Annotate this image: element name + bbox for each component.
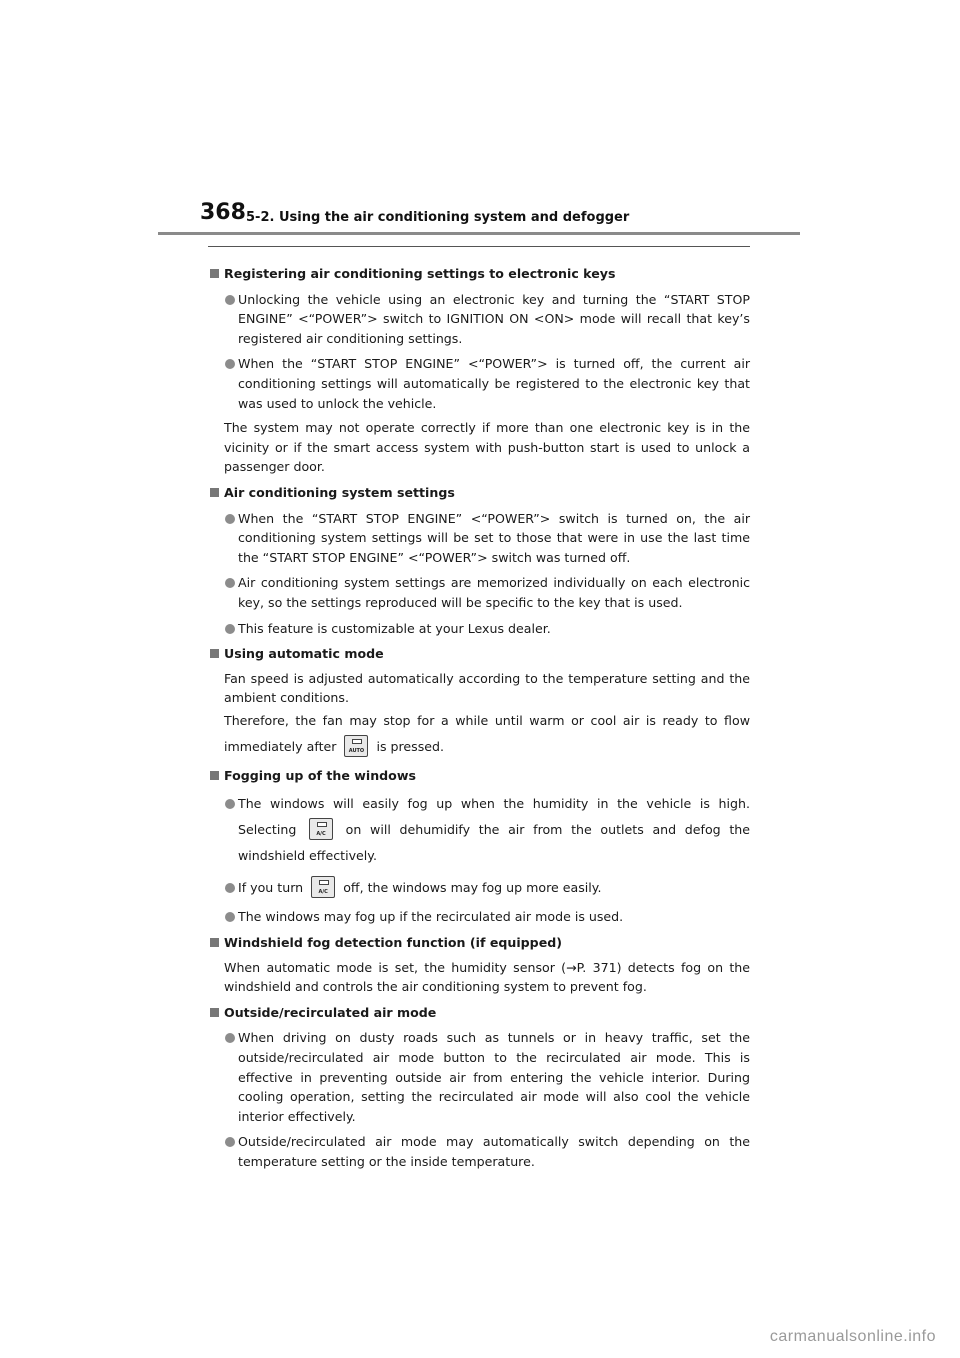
round-bullet-icon [225,1033,235,1043]
section-heading: Fogging up of the windows [208,766,750,786]
square-bullet-icon [210,488,219,497]
section-heading: Using automatic mode [208,644,750,664]
square-bullet-icon [210,649,219,658]
section-heading: Registering air conditioning settings to electronic keys [208,264,750,284]
bullet-item: Outside/recirculated air mode may automatically switch depending on the temperature setting or the inside temperature. [208,1132,750,1171]
round-bullet-icon [225,578,235,588]
square-bullet-icon [210,269,219,278]
section-heading: Outside/recirculated air mode [208,1003,750,1023]
square-bullet-icon [210,771,219,780]
round-bullet-icon [225,359,235,369]
paragraph: When automatic mode is set, the humidity sensor (→P. 371) detects fog on the windshield and controls the air conditioning system to prevent fog. [224,959,750,995]
header-rule [158,232,800,235]
bullet-item: When the “START STOP ENGINE” <“POWER”> switch is turned on, the air conditioning system settings will be set to those that were in use the last time the “START STOP ENGINE” <“POWER”> switch was turned off. [208,509,750,568]
bullet-item: The windows will easily fog up when the humidity in the vehicle is high. Selecting A/C on will dehumidify the air from the outlets and defog the windshield effectively. [208,791,750,869]
round-bullet-icon [225,514,235,524]
ac-button-icon: A/C [309,818,333,840]
watermark[interactable]: carmanualsonline.info [769,1328,936,1345]
paragraph: Therefore, the fan may stop for a while until warm or cool air is ready to flow immediately after AUTO is pressed. [208,708,750,760]
section-heading: Windshield fog detection function (if equipped) [208,933,750,953]
section-title: 5-2. Using the air conditioning system and defogger [246,210,630,225]
round-bullet-icon [225,883,235,893]
bullet-item: The windows may fog up if the recirculated air mode is used. [208,907,750,927]
bullet-item: When driving on dusty roads such as tunnels or in heavy traffic, set the outside/recirculated air mode button to the recirculated air mode. This is effective in preventing outside air from entering the vehicle interior. During cooling operation, setting the recirculated air mode will also cool the vehicle interior effectively. [208,1028,750,1126]
page-number: 368 [200,200,246,225]
paragraph: Fan speed is adjusted automatically according to the temperature setting and the ambient conditions. [224,670,750,706]
page-header [0,0,960,240]
page-content [208,258,750,1172]
round-bullet-icon [225,295,235,305]
auto-button-icon: AUTO [344,735,368,757]
bullet-item: If you turn A/C off, the windows may fog up more easily. [208,875,750,901]
square-bullet-icon [210,938,219,947]
round-bullet-icon [225,912,235,922]
square-bullet-icon [210,1008,219,1017]
bullet-item: This feature is customizable at your Lexus dealer. [208,619,750,639]
bullet-item: Unlocking the vehicle using an electronic key and turning the “START STOP ENGINE” <“POWER”> switch to IGNITION ON <ON> mode will recall that key’s registered air conditioning settings. [208,290,750,349]
section-heading: Air conditioning system settings [208,483,750,503]
bullet-item: When the “START STOP ENGINE” <“POWER”> is turned off, the current air conditioning settings will automatically be registered to the electronic key that was used to unlock the vehicle. [208,354,750,413]
ac-button-icon: A/C [311,876,335,898]
round-bullet-icon [225,1137,235,1147]
content-top-rule [208,246,750,247]
paragraph: The system may not operate correctly if more than one electronic key is in the vicinity or if the smart access system with push-button start is used to unlock a passenger door. [224,420,750,475]
round-bullet-icon [225,624,235,634]
bullet-item: Air conditioning system settings are memorized individually on each electronic key, so the settings reproduced will be specific to the key that is used. [208,573,750,612]
round-bullet-icon [225,799,235,809]
